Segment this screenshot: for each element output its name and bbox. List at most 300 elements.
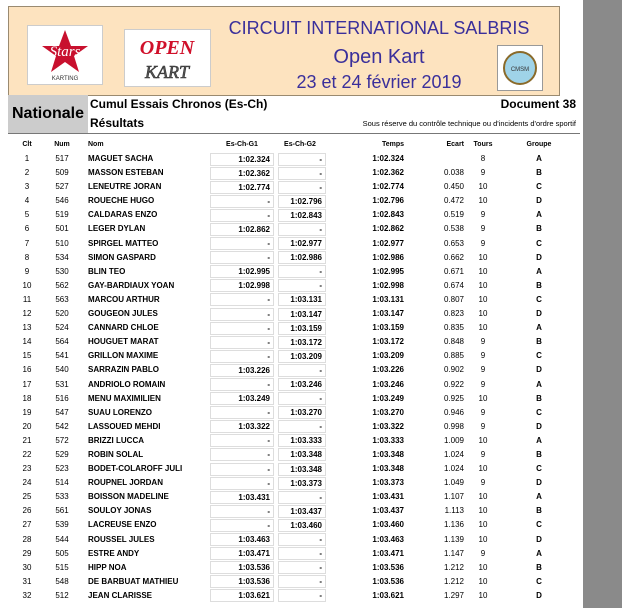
cell-g1: 1:03.226 bbox=[210, 364, 274, 377]
cell-nom: HIPP NOA bbox=[88, 562, 127, 572]
cell-tours: 10 bbox=[478, 266, 488, 276]
cell-g2: - bbox=[278, 279, 326, 292]
cell-temps: 1:03.209 bbox=[372, 351, 404, 361]
cell-clt: 7 bbox=[24, 238, 30, 248]
col-g1: Es-Ch-G1 bbox=[226, 141, 258, 148]
table-row bbox=[8, 208, 580, 222]
cell-g2: 1:03.348 bbox=[278, 463, 326, 476]
cell-g1: - bbox=[210, 378, 274, 391]
cell-tours: 9 bbox=[480, 449, 486, 459]
viewer-scrollbar[interactable] bbox=[583, 0, 622, 608]
cell-tours: 9 bbox=[480, 365, 486, 375]
cell-g2: - bbox=[278, 547, 326, 560]
cell-g2: - bbox=[278, 223, 326, 236]
cell-g1: - bbox=[210, 293, 274, 306]
cell-g2: 1:02.796 bbox=[278, 195, 326, 208]
cell-groupe: D bbox=[536, 478, 542, 488]
cell-tours: 10 bbox=[478, 464, 488, 474]
cell-groupe: B bbox=[536, 224, 542, 234]
table-row bbox=[8, 279, 580, 293]
cell-ecart: 1.212 bbox=[443, 562, 464, 572]
cell-clt: 16 bbox=[22, 365, 32, 375]
cell-temps: 1:03.249 bbox=[372, 393, 404, 403]
cell-num: 512 bbox=[55, 590, 69, 600]
cell-num: 547 bbox=[55, 407, 69, 417]
cell-g1: 1:03.536 bbox=[210, 575, 274, 588]
cell-groupe: A bbox=[536, 154, 542, 163]
cell-clt: 1 bbox=[24, 154, 30, 163]
cell-nom: ROBIN SOLAL bbox=[88, 449, 144, 459]
cell-temps: 1:03.431 bbox=[372, 492, 404, 502]
event-subtitle: Open Kart bbox=[333, 46, 425, 68]
cell-ecart: 0.885 bbox=[443, 351, 464, 361]
cell-num: 510 bbox=[55, 238, 69, 248]
cell-temps: 1:02.995 bbox=[372, 266, 404, 276]
cell-nom: MENU MAXIMILIEN bbox=[88, 393, 161, 403]
cell-groupe: B bbox=[536, 506, 542, 516]
cell-groupe: B bbox=[536, 393, 542, 403]
table-row bbox=[8, 180, 580, 194]
cell-temps: 1:03.460 bbox=[372, 520, 404, 530]
cell-g2: 1:03.172 bbox=[278, 336, 326, 349]
table-row bbox=[8, 265, 580, 279]
cell-clt: 26 bbox=[22, 506, 32, 516]
cell-tours: 10 bbox=[478, 576, 488, 586]
cell-groupe: D bbox=[536, 534, 542, 544]
cell-groupe: A bbox=[536, 266, 542, 276]
cell-clt: 12 bbox=[22, 309, 32, 319]
svg-text:OPEN: OPEN bbox=[139, 37, 195, 59]
cell-nom: SPIRGEL MATTEO bbox=[88, 238, 159, 248]
cell-tours: 9 bbox=[480, 421, 486, 431]
cell-tours: 10 bbox=[478, 590, 488, 600]
cell-groupe: A bbox=[536, 435, 542, 445]
cell-ecart: 1.147 bbox=[443, 548, 464, 558]
cell-ecart: 0.946 bbox=[443, 407, 464, 417]
cell-g1: - bbox=[210, 448, 274, 461]
cell-clt: 8 bbox=[24, 252, 30, 262]
event-header bbox=[8, 6, 560, 96]
cell-g1: - bbox=[210, 434, 274, 447]
cell-clt: 9 bbox=[24, 266, 30, 276]
cell-temps: 1:03.226 bbox=[372, 365, 404, 375]
cell-tours: 10 bbox=[478, 309, 488, 319]
cell-groupe: C bbox=[536, 351, 542, 361]
cell-g2: 1:03.437 bbox=[278, 505, 326, 518]
cell-nom: JEAN CLARISSE bbox=[88, 590, 153, 600]
cell-tours: 10 bbox=[478, 182, 488, 192]
cell-g2: - bbox=[278, 153, 326, 166]
cell-tours: 9 bbox=[480, 224, 486, 234]
cell-clt: 13 bbox=[22, 323, 32, 333]
cell-nom: ANDRIOLO ROMAIN bbox=[88, 379, 166, 389]
cell-num: 515 bbox=[55, 562, 69, 572]
cell-nom: CALDARAS ENZO bbox=[88, 210, 158, 220]
col-ecart: Ecart bbox=[446, 141, 464, 148]
cell-g2: - bbox=[278, 167, 326, 180]
cell-ecart: 1.136 bbox=[443, 520, 464, 530]
cell-g1: 1:03.463 bbox=[210, 533, 274, 546]
cell-temps: 1:03.322 bbox=[372, 421, 404, 431]
table-row bbox=[8, 504, 580, 518]
cell-ecart: 0.925 bbox=[443, 393, 464, 403]
cell-num: 544 bbox=[55, 534, 69, 544]
cell-nom: MASSON ESTEBAN bbox=[88, 168, 164, 178]
cell-temps: 1:02.796 bbox=[372, 196, 404, 206]
table-row bbox=[8, 293, 580, 307]
cell-nom: LASSOUED MEHDI bbox=[88, 421, 161, 431]
cell-clt: 25 bbox=[22, 492, 32, 502]
svg-text:Stars: Stars bbox=[49, 44, 81, 60]
cell-g1: - bbox=[210, 505, 274, 518]
cell-ecart: 0.848 bbox=[443, 337, 464, 347]
cell-nom: LENEUTRE JORAN bbox=[88, 182, 162, 192]
cell-g2: - bbox=[278, 392, 326, 405]
cell-groupe: D bbox=[536, 590, 542, 600]
cell-clt: 10 bbox=[22, 280, 32, 290]
cell-tours: 10 bbox=[478, 252, 488, 262]
cell-g2: 1:03.209 bbox=[278, 350, 326, 363]
cell-groupe: C bbox=[536, 294, 542, 304]
cell-temps: 1:03.246 bbox=[372, 379, 404, 389]
cell-nom: GAY-BARDIAUX YOAN bbox=[88, 280, 175, 290]
table-row bbox=[8, 406, 580, 420]
cell-g1: - bbox=[210, 209, 274, 222]
cell-num: 562 bbox=[55, 280, 69, 290]
table-row bbox=[8, 448, 580, 462]
cell-clt: 28 bbox=[22, 534, 32, 544]
cell-temps: 1:02.977 bbox=[372, 238, 404, 248]
cell-g1: 1:03.322 bbox=[210, 420, 274, 433]
cell-g2: - bbox=[278, 364, 326, 377]
cell-tours: 10 bbox=[478, 280, 488, 290]
cell-groupe: A bbox=[536, 548, 542, 558]
cell-clt: 22 bbox=[22, 449, 32, 459]
cell-tours: 9 bbox=[480, 238, 486, 248]
cell-nom: DE BARBUAT MATHIEU bbox=[88, 576, 179, 586]
cell-ecart: 1.113 bbox=[444, 506, 464, 516]
cell-tours: 9 bbox=[480, 351, 486, 361]
svg-text:KART: KART bbox=[144, 62, 190, 82]
cell-temps: 1:02.362 bbox=[372, 168, 404, 178]
cell-g1: 1:03.249 bbox=[210, 392, 274, 405]
cell-clt: 24 bbox=[22, 478, 32, 488]
cell-nom: SARRAZIN PABLO bbox=[88, 365, 159, 375]
cell-temps: 1:03.437 bbox=[372, 506, 404, 516]
table-row bbox=[8, 533, 580, 547]
table-row bbox=[8, 378, 580, 392]
cell-nom: MARCOU ARTHUR bbox=[88, 294, 160, 304]
cell-groupe: A bbox=[536, 210, 542, 220]
results-table bbox=[8, 152, 580, 603]
cell-temps: 1:03.348 bbox=[372, 464, 404, 474]
table-row bbox=[8, 490, 580, 504]
cell-nom: SOULOY JONAS bbox=[88, 506, 152, 516]
cell-ecart: 1.024 bbox=[443, 449, 464, 459]
cell-temps: 1:03.159 bbox=[372, 323, 404, 333]
cell-groupe: C bbox=[536, 464, 542, 474]
cell-tours: 10 bbox=[478, 393, 488, 403]
event-dates: 23 et 24 février 2019 bbox=[296, 72, 462, 92]
table-row bbox=[8, 237, 580, 251]
cell-g1: 1:02.362 bbox=[210, 167, 274, 180]
cell-groupe: C bbox=[536, 238, 542, 248]
cell-num: 540 bbox=[55, 365, 69, 375]
cell-g2: 1:03.348 bbox=[278, 448, 326, 461]
cell-num: 572 bbox=[55, 435, 69, 445]
cell-nom: ROUSSEL JULES bbox=[88, 534, 155, 544]
cell-nom: CANNARD CHLOE bbox=[88, 323, 159, 333]
cell-groupe: C bbox=[536, 407, 542, 417]
cell-clt: 11 bbox=[22, 294, 32, 304]
cell-ecart: 0.038 bbox=[443, 168, 464, 178]
cell-ecart: 1.024 bbox=[443, 464, 464, 474]
cell-g2: - bbox=[278, 533, 326, 546]
cell-g1: - bbox=[210, 463, 274, 476]
cell-g1: - bbox=[210, 350, 274, 363]
cell-tours: 9 bbox=[480, 210, 486, 220]
cell-g2: - bbox=[278, 420, 326, 433]
cell-g2: 1:03.333 bbox=[278, 434, 326, 447]
cell-nom: GOUGEON JULES bbox=[88, 309, 158, 319]
col-nom: Nom bbox=[88, 141, 104, 148]
cell-nom: ROUECHE HUGO bbox=[88, 196, 155, 206]
cell-temps: 1:03.373 bbox=[372, 478, 404, 488]
table-row bbox=[8, 420, 580, 434]
table-row bbox=[8, 349, 580, 363]
cell-temps: 1:02.998 bbox=[372, 280, 404, 290]
cell-g1: - bbox=[210, 195, 274, 208]
cell-num: 534 bbox=[55, 252, 69, 262]
cell-nom: LEGER DYLAN bbox=[88, 224, 146, 234]
cell-nom: BRIZZI LUCCA bbox=[88, 435, 144, 445]
cell-nom: ESTRE ANDY bbox=[88, 548, 140, 558]
event-title: CIRCUIT INTERNATIONAL SALBRIS bbox=[228, 18, 530, 38]
cell-num: 531 bbox=[55, 379, 69, 389]
cell-g2: 1:03.373 bbox=[278, 477, 326, 490]
svg-text:CMSM: CMSM bbox=[510, 67, 530, 73]
cell-temps: 1:03.131 bbox=[372, 294, 404, 304]
table-row bbox=[8, 166, 580, 180]
cell-num: 519 bbox=[55, 210, 69, 220]
cell-groupe: A bbox=[536, 323, 542, 333]
cell-groupe: D bbox=[536, 365, 542, 375]
cell-num: 530 bbox=[55, 266, 69, 276]
cell-temps: 1:02.862 bbox=[372, 224, 404, 234]
col-g2: Es-Ch-G2 bbox=[284, 141, 316, 148]
cell-temps: 1:02.774 bbox=[372, 182, 404, 192]
cell-clt: 2 bbox=[24, 168, 30, 178]
cell-num: 529 bbox=[55, 449, 69, 459]
cell-temps: 1:03.270 bbox=[372, 407, 404, 417]
cell-temps: 1:03.536 bbox=[372, 562, 404, 572]
cell-num: 546 bbox=[55, 196, 69, 206]
cell-tours: 8 bbox=[480, 154, 486, 163]
table-row bbox=[8, 152, 580, 166]
cell-num: 561 bbox=[55, 506, 69, 516]
cell-g2: - bbox=[278, 181, 326, 194]
table-row bbox=[8, 462, 580, 476]
cell-num: 527 bbox=[55, 182, 69, 192]
cell-ecart: 0.519 bbox=[443, 210, 464, 220]
cell-g2: 1:02.986 bbox=[278, 251, 326, 264]
cell-tours: 10 bbox=[478, 492, 488, 502]
cell-clt: 17 bbox=[22, 379, 32, 389]
cell-ecart: 0.835 bbox=[443, 323, 464, 333]
cell-tours: 10 bbox=[478, 506, 488, 516]
cell-temps: 1:02.986 bbox=[372, 252, 404, 262]
cell-nom: BLIN TEO bbox=[88, 266, 126, 276]
cell-ecart: 0.998 bbox=[443, 421, 464, 431]
cell-clt: 32 bbox=[22, 590, 32, 600]
cell-g1: - bbox=[210, 336, 274, 349]
cell-tours: 10 bbox=[478, 196, 488, 206]
cell-groupe: B bbox=[536, 562, 542, 572]
session-kind: Résultats bbox=[90, 116, 145, 130]
cell-num: 539 bbox=[55, 520, 69, 530]
cell-ecart: 0.450 bbox=[443, 182, 464, 192]
cell-groupe: D bbox=[536, 252, 542, 262]
cell-num: 563 bbox=[55, 294, 69, 304]
cell-ecart: 0.662 bbox=[443, 252, 464, 262]
table-row bbox=[8, 547, 580, 561]
cell-nom: MAGUET SACHA bbox=[88, 154, 154, 163]
cell-ecart: 1.009 bbox=[443, 435, 464, 445]
table-row bbox=[8, 575, 580, 589]
cell-g2: 1:03.246 bbox=[278, 378, 326, 391]
cell-g1: - bbox=[210, 251, 274, 264]
table-row bbox=[8, 321, 580, 335]
cell-groupe: A bbox=[536, 379, 542, 389]
cell-g1: 1:02.324 bbox=[210, 153, 274, 166]
cell-ecart: 0.922 bbox=[443, 379, 464, 389]
cell-nom: BOISSON MADELINE bbox=[88, 492, 169, 502]
cell-num: 542 bbox=[55, 421, 69, 431]
cell-tours: 10 bbox=[478, 520, 488, 530]
table-row bbox=[8, 518, 580, 532]
cell-num: 533 bbox=[55, 492, 69, 502]
cell-g1: 1:02.774 bbox=[210, 181, 274, 194]
cell-g1: 1:03.536 bbox=[210, 561, 274, 574]
cell-ecart: 0.674 bbox=[443, 280, 464, 290]
session-name: Cumul Essais Chronos (Es-Ch) bbox=[90, 97, 268, 111]
cell-ecart: 0.538 bbox=[443, 224, 464, 234]
cell-tours: 10 bbox=[478, 323, 488, 333]
table-row bbox=[8, 434, 580, 448]
cell-g1: - bbox=[210, 406, 274, 419]
cell-nom: HOUGUET MARAT bbox=[88, 337, 159, 347]
category-label: Nationale bbox=[8, 95, 88, 133]
cell-num: 517 bbox=[55, 154, 69, 163]
cell-clt: 23 bbox=[22, 464, 32, 474]
cell-g1: 1:03.471 bbox=[210, 547, 274, 560]
cell-ecart: 0.902 bbox=[443, 365, 464, 375]
session-band bbox=[8, 95, 580, 134]
cell-groupe: B bbox=[536, 337, 542, 347]
cell-g2: - bbox=[278, 575, 326, 588]
cell-tours: 9 bbox=[480, 478, 486, 488]
cell-g2: 1:02.843 bbox=[278, 209, 326, 222]
col-num: Num bbox=[54, 141, 70, 148]
cell-tours: 10 bbox=[478, 294, 488, 304]
cell-groupe: B bbox=[536, 449, 542, 459]
cell-temps: 1:03.536 bbox=[372, 576, 404, 586]
cell-nom: GRILLON MAXIME bbox=[88, 351, 159, 361]
cell-groupe: D bbox=[536, 196, 542, 206]
cell-g2: 1:03.131 bbox=[278, 293, 326, 306]
cell-clt: 15 bbox=[22, 351, 32, 361]
cell-g2: - bbox=[278, 589, 326, 602]
cell-num: 523 bbox=[55, 464, 69, 474]
cell-tours: 9 bbox=[480, 407, 486, 417]
cell-g1: 1:02.998 bbox=[210, 279, 274, 292]
cell-tours: 9 bbox=[480, 379, 486, 389]
cell-ecart: 1.297 bbox=[443, 590, 464, 600]
cell-g2: - bbox=[278, 561, 326, 574]
cell-clt: 29 bbox=[22, 548, 32, 558]
cell-nom: LACREUSE ENZO bbox=[88, 520, 157, 530]
cell-g1: - bbox=[210, 477, 274, 490]
cell-g1: - bbox=[210, 519, 274, 532]
col-temps: Temps bbox=[381, 141, 404, 148]
table-row bbox=[8, 307, 580, 321]
table-row bbox=[8, 335, 580, 349]
cell-temps: 1:03.471 bbox=[372, 548, 404, 558]
cell-g1: 1:02.995 bbox=[210, 265, 274, 278]
cell-ecart: 0.472 bbox=[443, 196, 464, 206]
cell-ecart: 1.212 bbox=[443, 576, 464, 586]
cell-clt: 27 bbox=[22, 520, 32, 530]
cell-g1: 1:03.431 bbox=[210, 491, 274, 504]
cell-temps: 1:03.348 bbox=[372, 449, 404, 459]
cell-ecart: 0.653 bbox=[443, 238, 464, 248]
cell-num: 564 bbox=[55, 337, 69, 347]
cell-g2: 1:03.270 bbox=[278, 406, 326, 419]
cell-g1: - bbox=[210, 308, 274, 321]
cell-g2: 1:03.460 bbox=[278, 519, 326, 532]
cell-clt: 3 bbox=[24, 182, 30, 192]
cell-g1: 1:02.862 bbox=[210, 223, 274, 236]
cell-ecart: 1.107 bbox=[443, 492, 464, 502]
cell-groupe: D bbox=[536, 309, 542, 319]
cell-ecart: 1.139 bbox=[443, 534, 464, 544]
table-row bbox=[8, 363, 580, 377]
cell-num: 514 bbox=[55, 478, 69, 488]
cell-clt: 20 bbox=[22, 421, 32, 431]
cell-num: 516 bbox=[55, 393, 69, 403]
document-number: Document 38 bbox=[500, 97, 576, 111]
cell-num: 524 bbox=[55, 323, 69, 333]
cell-nom: BODET-COLAROFF JULI bbox=[88, 464, 183, 474]
cell-num: 505 bbox=[55, 548, 69, 558]
cell-g1: - bbox=[210, 237, 274, 250]
cell-clt: 19 bbox=[22, 407, 32, 417]
cell-clt: 21 bbox=[22, 435, 32, 445]
cell-num: 541 bbox=[55, 351, 69, 361]
cell-groupe: B bbox=[536, 168, 542, 178]
cell-num: 501 bbox=[55, 224, 69, 234]
cell-ecart: 0.671 bbox=[443, 266, 464, 276]
cell-g1: 1:03.621 bbox=[210, 589, 274, 602]
cell-num: 509 bbox=[55, 168, 69, 178]
table-row bbox=[8, 561, 580, 575]
cell-groupe: A bbox=[536, 492, 542, 502]
cell-tours: 10 bbox=[478, 435, 488, 445]
svg-text:KARTING: KARTING bbox=[51, 76, 79, 82]
table-row bbox=[8, 392, 580, 406]
table-row bbox=[8, 251, 580, 265]
cell-num: 520 bbox=[55, 309, 69, 319]
